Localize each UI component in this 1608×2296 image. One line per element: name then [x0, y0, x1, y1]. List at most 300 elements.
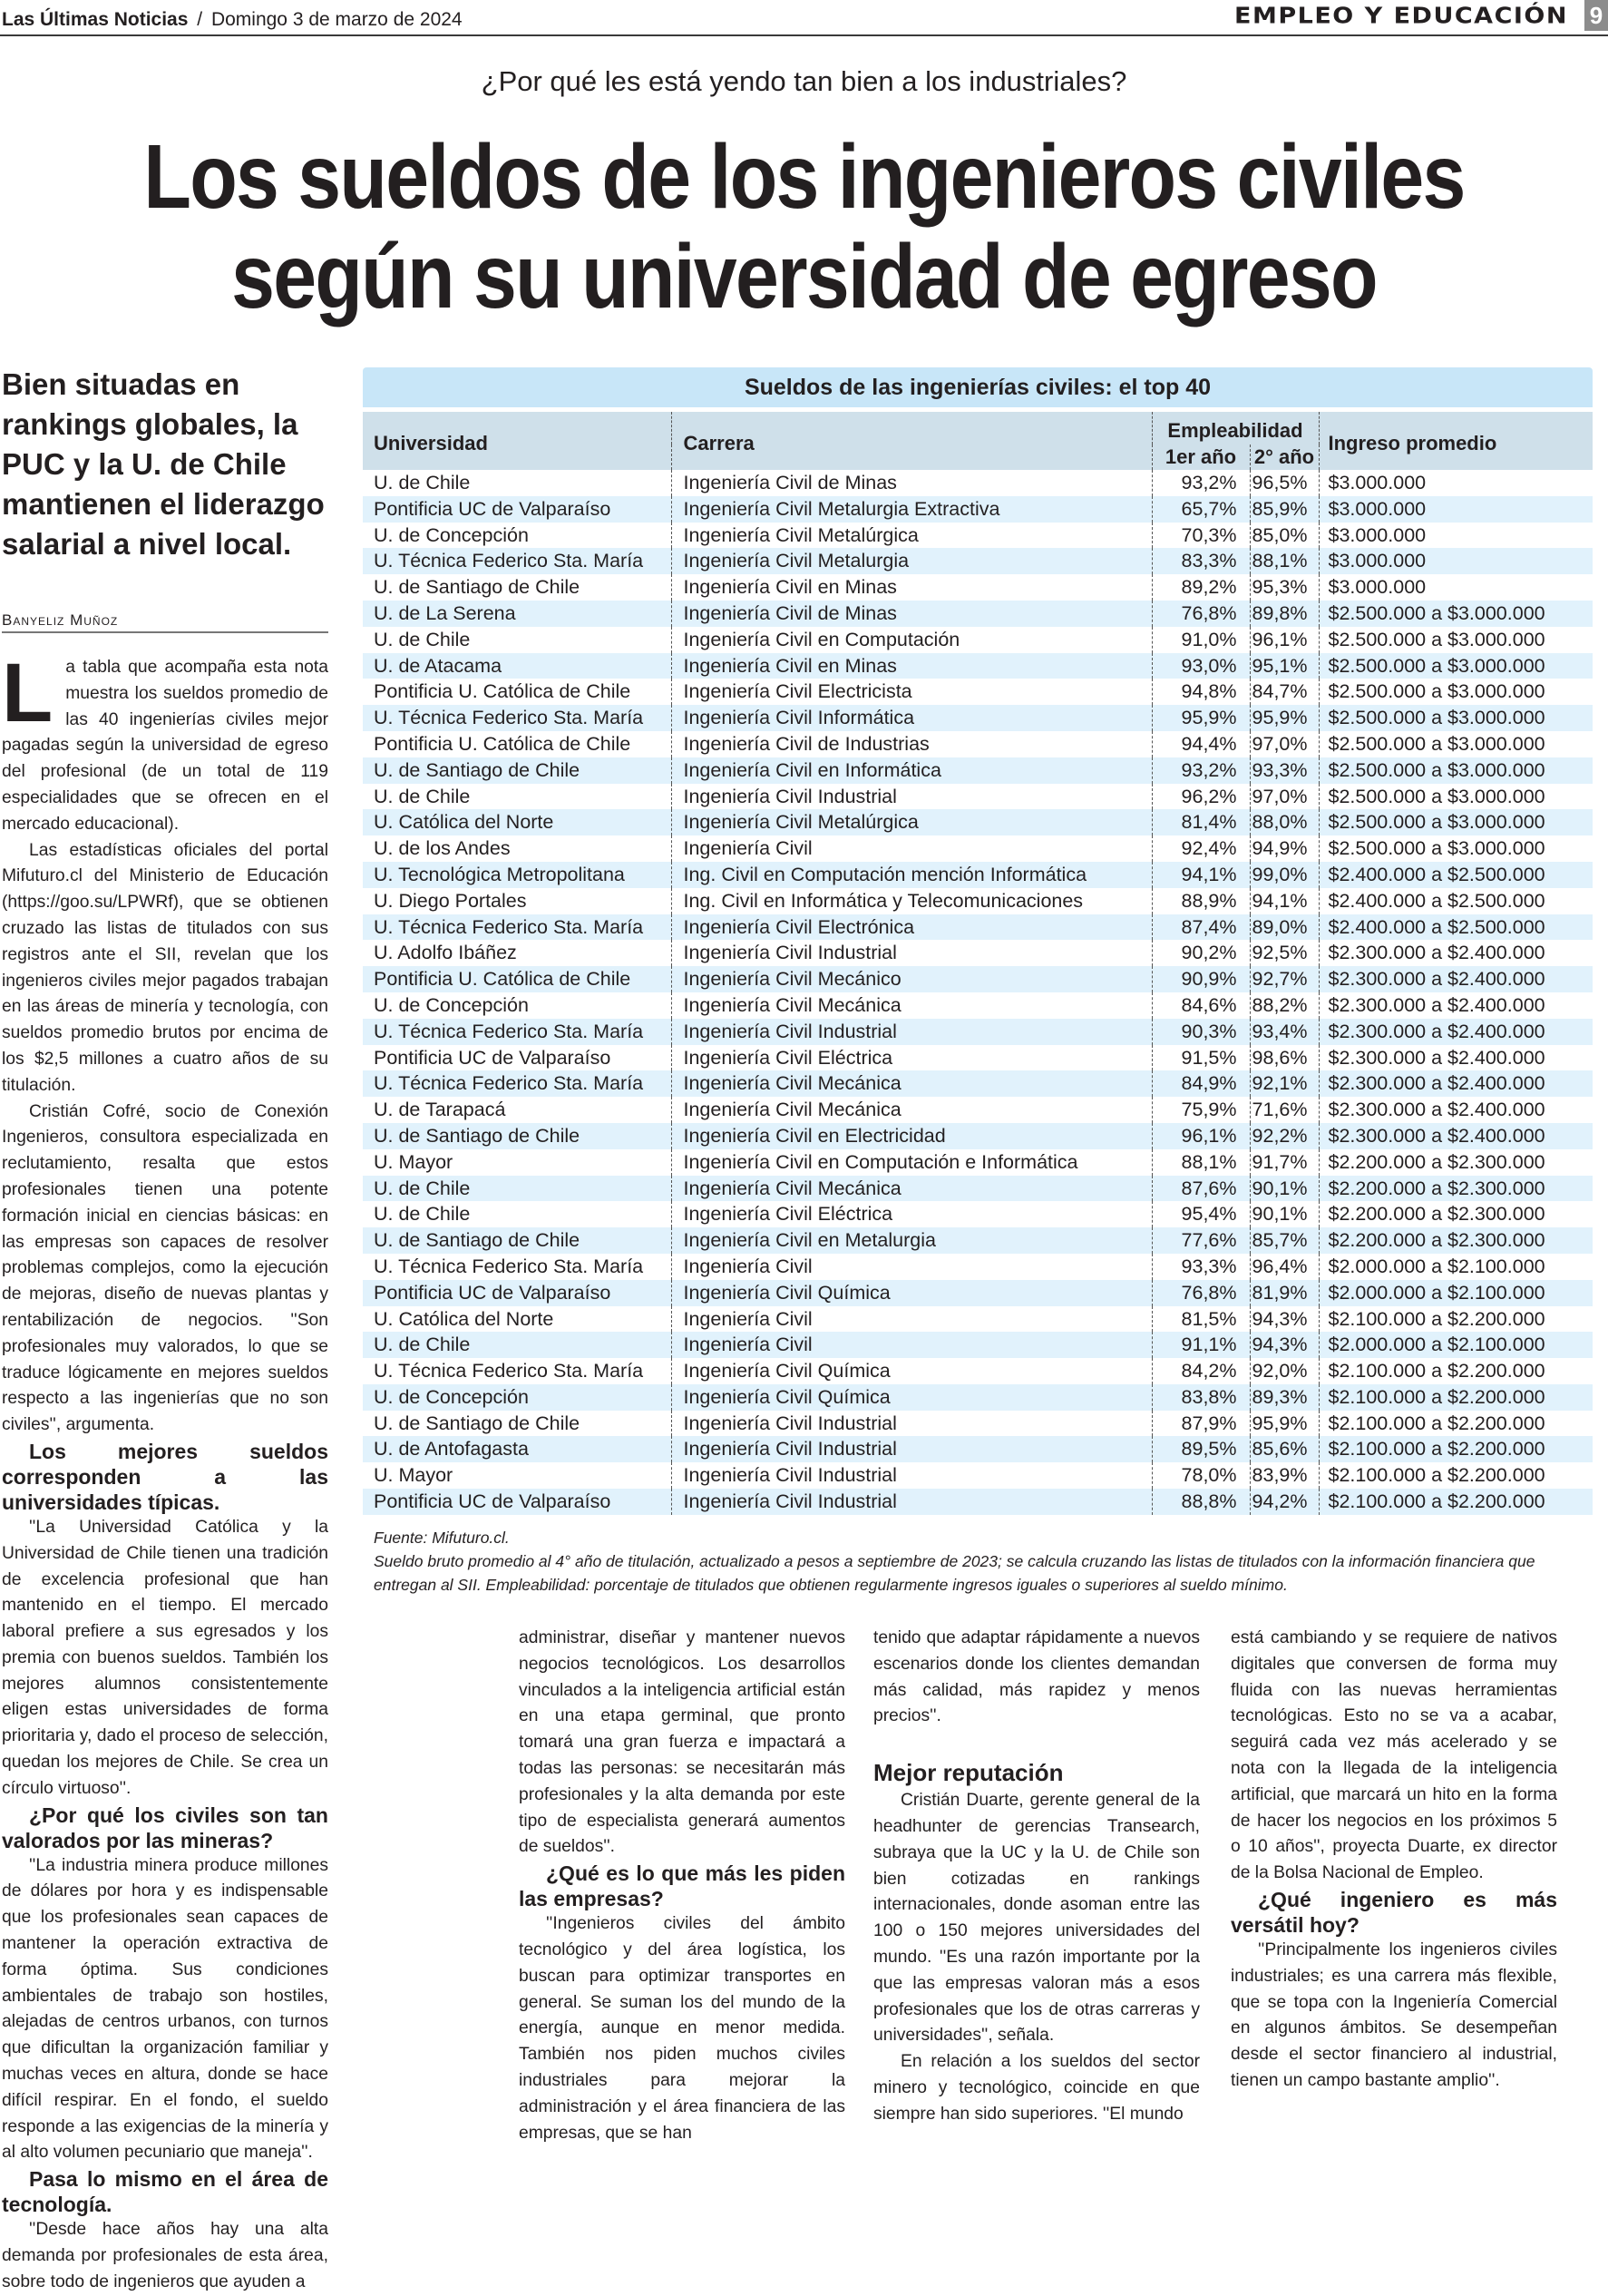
cell-carrera-text: Ingeniería Civil en Computación — [683, 628, 960, 650]
cell-empleabilidad-2 — [1250, 1462, 1319, 1489]
subheading-question: ¿Por qué los civiles son tan valorados por las mineras? — [2, 1803, 328, 1852]
cell-empleabilidad-1-text: 88,1% — [1181, 1150, 1237, 1173]
cell-empleabilidad-2-text: 97,0% — [1252, 732, 1308, 755]
cell-universidad-text: U. de Santiago de Chile — [374, 1124, 580, 1147]
cell-ingreso-text: $2.500.000 a $3.000.000 — [1328, 680, 1545, 703]
cell-empleabilidad-1 — [1152, 1149, 1250, 1176]
cell-empleabilidad-2-text: 94,1% — [1252, 889, 1308, 912]
table-row — [363, 627, 1593, 653]
cell-ingreso-text: $3.000.000 — [1328, 497, 1427, 520]
header-ingreso: Ingreso promedio — [1319, 412, 1593, 470]
cell-carrera — [671, 1384, 1152, 1411]
cell-carrera — [671, 1280, 1152, 1306]
cell-universidad — [363, 784, 671, 810]
cell-carrera — [671, 1462, 1152, 1489]
cell-empleabilidad-1 — [1152, 548, 1250, 574]
cell-universidad-text: U. de Chile — [374, 1334, 471, 1356]
article-column-left — [2, 647, 328, 2291]
cell-carrera-text: Ingeniería Civil Mecánica — [683, 1099, 901, 1121]
cell-carrera — [671, 757, 1152, 784]
cell-empleabilidad-2-text: 99,0% — [1252, 863, 1308, 885]
cell-universidad-text: U. de Chile — [374, 1177, 471, 1199]
cell-empleabilidad-1 — [1152, 1070, 1250, 1097]
paragraph: administrar, diseñar y mantener nuevos negocios tecnológicos. Los desarrollos vinculados a la inteligencia artificial están en una etapa germinal, que pronto tomará una gran fuerza e impactará a todas las personas: se necesitarán más profesionales y la alta demanda por este tipo de especialista generará aumentos de sueldos''. — [519, 1628, 845, 1857]
cell-carrera-text: Ingeniería Civil en Computación e Informática — [683, 1150, 1078, 1173]
cell-universidad — [363, 1201, 671, 1227]
cell-ingreso — [1319, 1358, 1593, 1384]
cell-ingreso-text: $2.100.000 a $2.200.000 — [1328, 1385, 1545, 1408]
cell-empleabilidad-1-text: 88,9% — [1181, 889, 1237, 912]
cell-empleabilidad-1 — [1152, 705, 1250, 731]
cell-empleabilidad-2-text: 91,7% — [1252, 1150, 1308, 1173]
cell-ingreso-text: $2.000.000 a $2.100.000 — [1328, 1281, 1545, 1304]
cell-empleabilidad-1 — [1152, 862, 1250, 888]
cell-ingreso-text: $2.300.000 a $2.400.000 — [1328, 942, 1545, 964]
cell-empleabilidad-1-text: 81,5% — [1181, 1307, 1237, 1330]
cell-empleabilidad-1-text: 93,0% — [1181, 654, 1237, 677]
cell-universidad-text: U. de Concepción — [374, 523, 529, 546]
table-body — [363, 470, 1593, 1515]
cell-empleabilidad-2 — [1250, 1176, 1319, 1202]
table-row — [363, 496, 1593, 523]
cell-universidad — [363, 1019, 671, 1045]
cell-carrera-text: Ingeniería Civil en Informática — [683, 758, 941, 781]
cell-carrera-text: Ing. Civil en Computación mención Informática — [683, 863, 1087, 885]
paragraph: ''Principalmente los ingenieros civiles industriales; es una carrera más flexible, que se topa con la Ingeniería Comercial en algunos ámbitos. Se desempeñan desde el sector financiero al industrial, tienen un campo bastante amplio''. — [1231, 1939, 1557, 2090]
cell-ingreso-text: $2.300.000 a $2.400.000 — [1328, 968, 1545, 991]
cell-carrera — [671, 627, 1152, 653]
cell-universidad-text: Pontificia UC de Valparaíso — [374, 1490, 611, 1513]
cell-empleabilidad-2-text: 89,0% — [1252, 915, 1308, 938]
cell-empleabilidad-2-text: 84,7% — [1252, 680, 1308, 703]
cell-ingreso — [1319, 1489, 1593, 1515]
cell-empleabilidad-1-text: 90,3% — [1181, 1020, 1237, 1042]
author-name: Banyeliz Muñoz — [2, 611, 119, 629]
masthead-right — [1234, 0, 1608, 31]
cell-carrera-text: Ingeniería Civil Química — [683, 1281, 891, 1304]
cell-ingreso — [1319, 731, 1593, 757]
table-row — [363, 574, 1593, 601]
cell-universidad — [363, 1436, 671, 1462]
cell-empleabilidad-2 — [1250, 914, 1319, 941]
cell-carrera-text: Ingeniería Civil Industrial — [683, 1464, 897, 1487]
cell-ingreso — [1319, 1411, 1593, 1437]
cell-empleabilidad-1-text: 81,4% — [1181, 811, 1237, 834]
cell-empleabilidad-2 — [1250, 1280, 1319, 1306]
cell-ingreso-text: $2.500.000 a $3.000.000 — [1328, 811, 1545, 834]
cell-empleabilidad-2 — [1250, 835, 1319, 862]
cell-empleabilidad-1 — [1152, 1358, 1250, 1384]
cell-carrera — [671, 1097, 1152, 1123]
section-name: EMPLEO Y EDUCACIÓN — [1234, 3, 1568, 29]
cell-universidad-text: U. Técnica Federico Sta. María — [374, 915, 644, 938]
cell-ingreso-text: $3.000.000 — [1328, 472, 1427, 493]
cell-carrera-text: Ingeniería Civil Industrial — [683, 1490, 897, 1513]
cell-empleabilidad-1-text: 87,4% — [1181, 915, 1237, 938]
cell-ingreso — [1319, 966, 1593, 992]
cell-universidad — [363, 992, 671, 1019]
cell-ingreso-text: $2.400.000 a $2.500.000 — [1328, 915, 1545, 938]
cell-carrera-text: Ingeniería Civil Electricista — [683, 680, 912, 703]
cell-empleabilidad-1 — [1152, 809, 1250, 835]
cell-empleabilidad-2-text: 88,2% — [1252, 993, 1308, 1016]
cell-empleabilidad-2 — [1250, 731, 1319, 757]
cell-empleabilidad-1-text: 65,7% — [1181, 497, 1237, 520]
table-row — [363, 784, 1593, 810]
lead-text: a tabla que acompaña esta nota muestra los sueldos promedio de las 40 ingenierías civiles mejor pagadas según la universidad de egreso del profesional (de un total de 119 especialidades que se ofrecen en el mercado educacional). — [2, 658, 328, 834]
cell-empleabilidad-2-text: 95,9% — [1252, 707, 1308, 729]
cell-carrera-text: Ingeniería Civil Metalurgia Extractiva — [683, 497, 1000, 520]
cell-ingreso — [1319, 627, 1593, 653]
cell-empleabilidad-2-text: 88,1% — [1252, 550, 1308, 572]
cell-empleabilidad-2-text: 93,3% — [1252, 758, 1308, 781]
cell-ingreso — [1319, 1149, 1593, 1176]
subheading-question: ¿Qué es lo que más les piden las empresas? — [519, 1861, 845, 1911]
cell-empleabilidad-2 — [1250, 1254, 1319, 1280]
table-methodology-note: Sueldo bruto promedio al 4° año de titulación, actualizado a pesos a septiembre de 2023; se calcula cruzando las listas de titulados con la información financiera que entregan al SII. Empleabilidad: porcentaje de titulados que obtienen regularmente ingresos iguales o superiores al sueldo mínimo. — [374, 1551, 1535, 1594]
cell-empleabilidad-1 — [1152, 966, 1250, 992]
cell-ingreso-text: $2.300.000 a $2.400.000 — [1328, 1099, 1545, 1121]
cell-empleabilidad-1-text: 92,4% — [1181, 837, 1237, 860]
cell-empleabilidad-2 — [1250, 1332, 1319, 1358]
cell-carrera — [671, 940, 1152, 966]
table-row — [363, 470, 1593, 496]
cell-carrera — [671, 992, 1152, 1019]
cell-empleabilidad-2 — [1250, 757, 1319, 784]
cell-universidad-text: U. de Santiago de Chile — [374, 758, 580, 781]
cell-universidad-text: U. de Santiago de Chile — [374, 1229, 580, 1252]
cell-ingreso-text: $2.000.000 a $2.100.000 — [1328, 1255, 1545, 1277]
cell-carrera — [671, 1149, 1152, 1176]
header-carrera: Carrera — [671, 412, 1152, 470]
cell-empleabilidad-1-text: 76,8% — [1181, 1281, 1237, 1304]
cell-empleabilidad-2 — [1250, 679, 1319, 705]
cell-universidad-text: U. Técnica Federico Sta. María — [374, 1020, 644, 1042]
cell-ingreso — [1319, 888, 1593, 914]
cell-universidad — [363, 1306, 671, 1333]
cell-ingreso — [1319, 1045, 1593, 1071]
cell-carrera-text: Ingeniería Civil Química — [683, 1360, 891, 1382]
cell-universidad — [363, 914, 671, 941]
cell-empleabilidad-2 — [1250, 1358, 1319, 1384]
cell-ingreso — [1319, 835, 1593, 862]
cell-ingreso — [1319, 1462, 1593, 1489]
paragraph: ''La Universidad Católica y la Universidad de Chile tienen una tradición de excelencia profesional que han mantenido en el tiempo. El mercado laboral prefiere a sus egresados y los premia con buenos sueldos. También los mejores alumnos consistentemente eligen estas universidades de forma prioritaria y, dado el proceso de selección, quedan los mejores de Chile. Se crea un círculo virtuoso''. — [2, 1517, 328, 1798]
cell-empleabilidad-1 — [1152, 1436, 1250, 1462]
cell-empleabilidad-2-text: 96,5% — [1252, 472, 1308, 493]
cell-ingreso-text: $2.500.000 a $3.000.000 — [1328, 707, 1545, 729]
cell-empleabilidad-1-text: 75,9% — [1181, 1099, 1237, 1121]
cell-empleabilidad-1-text: 93,2% — [1181, 472, 1237, 493]
article-column-bottom-2 — [873, 1626, 1200, 2124]
cell-universidad — [363, 705, 671, 731]
cell-carrera-text: Ingeniería Civil Industrial — [683, 1438, 897, 1461]
cell-carrera — [671, 1019, 1152, 1045]
cell-ingreso — [1319, 653, 1593, 679]
cell-universidad-text: U. Católica del Norte — [374, 1307, 554, 1330]
cell-empleabilidad-1 — [1152, 653, 1250, 679]
cell-empleabilidad-2-text: 94,2% — [1252, 1490, 1308, 1513]
cell-universidad — [363, 496, 671, 523]
cell-empleabilidad-1-text: 94,8% — [1181, 680, 1237, 703]
table-row — [363, 1489, 1593, 1515]
cell-universidad-text: U. de Santiago de Chile — [374, 1412, 580, 1434]
paragraph: tenido que adaptar rápidamente a nuevos escenarios donde los clientes demandan más calidad, más rapidez y menos precios''. — [873, 1628, 1200, 1726]
cell-empleabilidad-2-text: 92,2% — [1252, 1124, 1308, 1147]
table-row — [363, 653, 1593, 679]
table-source: Fuente: Mifuturo.cl. — [374, 1528, 510, 1547]
cell-empleabilidad-2-text: 89,3% — [1252, 1385, 1308, 1408]
cell-universidad — [363, 1176, 671, 1202]
table-row — [363, 1358, 1593, 1384]
table-row — [363, 1070, 1593, 1097]
cell-empleabilidad-1 — [1152, 1123, 1250, 1149]
table-row — [363, 809, 1593, 835]
table-row — [363, 888, 1593, 914]
cell-universidad-text: U. Técnica Federico Sta. María — [374, 707, 644, 729]
cell-carrera — [671, 1045, 1152, 1071]
cell-empleabilidad-2-text: 94,9% — [1252, 837, 1308, 860]
cell-universidad — [363, 601, 671, 627]
cell-carrera — [671, 888, 1152, 914]
cell-empleabilidad-1-text: 94,4% — [1181, 732, 1237, 755]
cell-empleabilidad-1-text: 87,9% — [1181, 1412, 1237, 1434]
cell-universidad — [363, 548, 671, 574]
cell-empleabilidad-2-text: 96,1% — [1252, 628, 1308, 650]
paragraph: Cristián Duarte, gerente general de la headhunter de gerencias Transearch, subraya que la UC y la U. de Chile son bien cotizadas en rankings internacionales, donde asoman entre las 100 o 150 mejores universidades del mundo. ''Es una razón importante por la que las empresas valoran más a esos profesionales que los de otras carreras y universidades'', señala. — [873, 1791, 1200, 2046]
table-row — [363, 1280, 1593, 1306]
cell-empleabilidad-2-text: 95,1% — [1252, 654, 1308, 677]
cell-ingreso-text: $2.100.000 a $2.200.000 — [1328, 1464, 1545, 1487]
cell-ingreso-text: $3.000.000 — [1328, 523, 1427, 546]
cell-empleabilidad-2 — [1250, 992, 1319, 1019]
cell-ingreso — [1319, 809, 1593, 835]
cell-ingreso-text: $2.100.000 a $2.200.000 — [1328, 1490, 1545, 1513]
cell-empleabilidad-1-text: 96,1% — [1181, 1124, 1237, 1147]
cell-empleabilidad-1-text: 70,3% — [1181, 523, 1237, 546]
cell-ingreso — [1319, 1070, 1593, 1097]
cell-empleabilidad-1 — [1152, 914, 1250, 941]
cell-empleabilidad-1 — [1152, 574, 1250, 601]
cell-empleabilidad-2-text: 94,3% — [1252, 1307, 1308, 1330]
paragraph: ''Desde hace años hay una alta demanda por profesionales de esta área, sobre todo de ingenieros que ayuden a — [2, 2220, 328, 2291]
cell-universidad-text: U. Católica del Norte — [374, 811, 554, 834]
salary-table-grid — [363, 412, 1593, 1515]
cell-universidad — [363, 653, 671, 679]
cell-carrera-text: Ingeniería Civil en Metalurgia — [683, 1229, 936, 1252]
cell-carrera-text: Ingeniería Civil Mecánica — [683, 993, 901, 1016]
table-notes — [363, 1526, 1593, 1597]
cell-empleabilidad-1-text: 95,9% — [1181, 707, 1237, 729]
cell-empleabilidad-2-text: 88,0% — [1252, 811, 1308, 834]
cell-universidad-text: U. de Santiago de Chile — [374, 576, 580, 599]
kicker: ¿Por qué les está yendo tan bien a los industriales? — [481, 65, 1127, 97]
cell-universidad — [363, 940, 671, 966]
cell-ingreso — [1319, 940, 1593, 966]
header-year1: 1er año — [1152, 445, 1250, 470]
cell-ingreso-text: $2.200.000 a $2.300.000 — [1328, 1177, 1545, 1199]
cell-universidad — [363, 835, 671, 862]
cell-empleabilidad-2 — [1250, 496, 1319, 523]
masthead — [0, 0, 1608, 36]
cell-ingreso — [1319, 705, 1593, 731]
header-year2: 2° año — [1250, 445, 1319, 470]
cell-carrera — [671, 1489, 1152, 1515]
cell-empleabilidad-2-text: 98,6% — [1252, 1046, 1308, 1069]
cell-empleabilidad-1-text: 83,8% — [1181, 1385, 1237, 1408]
cell-carrera-text: Ingeniería Civil Industrial — [683, 1412, 897, 1434]
issue-date: Domingo 3 de marzo de 2024 — [210, 9, 463, 30]
cell-empleabilidad-2-text: 93,4% — [1252, 1020, 1308, 1042]
cell-empleabilidad-2 — [1250, 705, 1319, 731]
cell-ingreso — [1319, 1019, 1593, 1045]
cell-universidad-text: U. de Tarapacá — [374, 1099, 506, 1121]
headline-line-1: Los sueldos de los ingenieros civiles — [143, 126, 1465, 228]
table-row — [363, 1045, 1593, 1071]
cell-universidad-text: U. de Antofagasta — [374, 1438, 529, 1461]
cell-universidad-text: U. de Chile — [374, 785, 471, 807]
cell-ingreso-text: $3.000.000 — [1328, 550, 1427, 572]
cell-empleabilidad-1-text: 91,0% — [1181, 628, 1237, 650]
cell-ingreso-text: $2.100.000 a $2.200.000 — [1328, 1307, 1545, 1330]
cell-universidad — [363, 1227, 671, 1254]
cell-empleabilidad-1-text: 84,2% — [1181, 1360, 1237, 1382]
cell-empleabilidad-2-text: 85,9% — [1252, 497, 1308, 520]
cell-empleabilidad-1 — [1152, 496, 1250, 523]
cell-ingreso — [1319, 1176, 1593, 1202]
table-row — [363, 1306, 1593, 1333]
cell-ingreso-text: $3.000.000 — [1328, 576, 1427, 599]
cell-universidad — [363, 1045, 671, 1071]
paragraph: En relación a los sueldos del sector minero y tecnológico, coincide en que siempre han sido superiores. ''El mundo — [873, 2052, 1200, 2124]
table-row — [363, 1254, 1593, 1280]
cell-carrera-text: Ingeniería Civil Eléctrica — [683, 1203, 893, 1226]
cell-empleabilidad-1-text: 91,5% — [1181, 1046, 1237, 1069]
cell-ingreso-text: $2.100.000 a $2.200.000 — [1328, 1412, 1545, 1434]
cell-universidad — [363, 627, 671, 653]
cell-universidad — [363, 679, 671, 705]
headline-line-2: según su universidad de egreso — [231, 226, 1377, 327]
cell-empleabilidad-2 — [1250, 1306, 1319, 1333]
cell-empleabilidad-1 — [1152, 1280, 1250, 1306]
cell-ingreso — [1319, 914, 1593, 941]
cell-carrera — [671, 601, 1152, 627]
drop-cap: L — [2, 647, 54, 739]
cell-carrera-text: Ing. Civil en Informática y Telecomunicaciones — [683, 889, 1084, 912]
cell-empleabilidad-2 — [1250, 888, 1319, 914]
cell-empleabilidad-1-text: 93,3% — [1181, 1255, 1237, 1277]
cell-carrera-text: Ingeniería Civil Metalúrgica — [683, 811, 919, 834]
article-column-bottom-3 — [1231, 1626, 1557, 2090]
cell-universidad-text: Pontificia UC de Valparaíso — [374, 1046, 611, 1069]
cell-universidad — [363, 1097, 671, 1123]
cell-universidad-text: Pontificia U. Católica de Chile — [374, 968, 631, 991]
paragraph: ''La industria minera produce millones de dólares por hora y es indispensable que los profesionales sean capaces de mantener la operación extractiva de forma óptima. Sus condiciones ambientales de trabajo son hostiles, alejadas de centros urbanos, con turnos que dificultan la organización familiar y muchas veces en altura, donde se hace difícil respirar. En el fondo, el sueldo responde a las exigencias de la minería y al alto volumen pecuniario que maneja''. — [2, 1855, 328, 2163]
cell-universidad-text: U. de Chile — [374, 472, 471, 493]
paragraph: ''Ingenieros civiles del ámbito tecnológico y del área logística, los buscan para optimizar transportes en general. Se suman los del mundo de la energía, aunque en menor medida. También nos piden muchos civiles industriales para mejorar la administración y el área financiera de las empresas, que se han — [519, 1914, 845, 2143]
cell-empleabilidad-1 — [1152, 627, 1250, 653]
cell-ingreso — [1319, 1436, 1593, 1462]
cell-universidad — [363, 1384, 671, 1411]
cell-empleabilidad-1-text: 84,9% — [1181, 1072, 1237, 1095]
cell-ingreso-text: $2.000.000 a $2.100.000 — [1328, 1334, 1545, 1356]
cell-empleabilidad-1 — [1152, 1384, 1250, 1411]
table-row — [363, 1384, 1593, 1411]
cell-empleabilidad-1 — [1152, 940, 1250, 966]
cell-empleabilidad-1 — [1152, 1045, 1250, 1071]
cell-empleabilidad-2 — [1250, 523, 1319, 549]
cell-empleabilidad-2 — [1250, 574, 1319, 601]
table-row — [363, 1019, 1593, 1045]
cell-empleabilidad-2-text: 92,5% — [1252, 942, 1308, 964]
cell-ingreso — [1319, 757, 1593, 784]
cell-ingreso — [1319, 1254, 1593, 1280]
table-row — [363, 1097, 1593, 1123]
paragraph: Cristián Cofré, socio de Conexión Ingenieros, consultora especializada en reclutamiento, resalta que estos profesionales tienen una potente formación inicial en ciencias básicas: en las empresas son capaces de resolver problemas complejos, como la ejecución de mejoras, diseño de nuevas plantas y rentabilización de negocios. ''Son profesionales muy valorados, lo que se traduce lógicamente en mejores sueldos respecto a las ingenierías que no son civiles'', argumenta. — [2, 1101, 328, 1435]
cell-universidad-text: U. de Concepción — [374, 1385, 529, 1408]
cell-empleabilidad-1 — [1152, 1332, 1250, 1358]
cell-empleabilidad-2 — [1250, 1019, 1319, 1045]
cell-ingreso-text: $2.500.000 a $3.000.000 — [1328, 758, 1545, 781]
cell-universidad — [363, 731, 671, 757]
header-empleabilidad: Empleabilidad — [1152, 412, 1319, 445]
cell-universidad — [363, 1280, 671, 1306]
cell-empleabilidad-2 — [1250, 601, 1319, 627]
cell-empleabilidad-1-text: 90,2% — [1181, 942, 1237, 964]
cell-universidad — [363, 1462, 671, 1489]
cell-empleabilidad-2 — [1250, 548, 1319, 574]
cell-empleabilidad-1 — [1152, 992, 1250, 1019]
table-row — [363, 1123, 1593, 1149]
cell-carrera-text: Ingeniería Civil en Minas — [683, 654, 897, 677]
cell-carrera-text: Ingeniería Civil Metalurgia — [683, 550, 910, 572]
cell-ingreso-text: $2.200.000 a $2.300.000 — [1328, 1203, 1545, 1226]
cell-carrera-text: Ingeniería Civil — [683, 1334, 813, 1356]
cell-carrera — [671, 1227, 1152, 1254]
cell-universidad — [363, 574, 671, 601]
cell-empleabilidad-1 — [1152, 835, 1250, 862]
cell-universidad-text: U. Técnica Federico Sta. María — [374, 1072, 644, 1095]
subheading-question: ¿Qué ingeniero es más versátil hoy? — [1231, 1887, 1557, 1937]
cell-empleabilidad-1 — [1152, 784, 1250, 810]
table-row — [363, 548, 1593, 574]
cell-carrera — [671, 1254, 1152, 1280]
salary-table — [363, 367, 1593, 1597]
cell-universidad — [363, 1149, 671, 1176]
cell-empleabilidad-2-text: 89,8% — [1252, 601, 1308, 624]
table-row — [363, 523, 1593, 549]
table-row — [363, 862, 1593, 888]
cell-empleabilidad-2-text: 90,1% — [1252, 1203, 1308, 1226]
table-row — [363, 992, 1593, 1019]
cell-ingreso-text: $2.300.000 a $2.400.000 — [1328, 993, 1545, 1016]
cell-empleabilidad-1-text: 90,9% — [1181, 968, 1237, 991]
paragraph: Las estadísticas oficiales del portal Mifuturo.cl del Ministerio de Educación (https://goo.su/LPWRf), que se obtienen cruzado las listas de titulados con sus registros ante el SII, revelan que los ingenieros civiles mejor pagados trabajan en las áreas de minería y tecnología, con sueldos promedio brutos por encima de los $2,5 millones a cuatro años de su titulación. — [2, 840, 328, 1095]
cell-carrera-text: Ingeniería Civil Mecánico — [683, 968, 901, 991]
cell-empleabilidad-1 — [1152, 1019, 1250, 1045]
cell-universidad-text: U. Adolfo Ibáñez — [374, 942, 517, 964]
cell-empleabilidad-2 — [1250, 1411, 1319, 1437]
masthead-left — [2, 9, 463, 31]
cell-ingreso-text: $2.300.000 a $2.400.000 — [1328, 1124, 1545, 1147]
cell-empleabilidad-2 — [1250, 1045, 1319, 1071]
cell-empleabilidad-2-text: 92,7% — [1252, 968, 1308, 991]
cell-carrera-text: Ingeniería Civil de Minas — [683, 472, 897, 493]
cell-empleabilidad-1-text: 96,2% — [1181, 785, 1237, 807]
cell-carrera — [671, 809, 1152, 835]
table-row — [363, 679, 1593, 705]
header-universidad: Universidad — [363, 412, 671, 470]
